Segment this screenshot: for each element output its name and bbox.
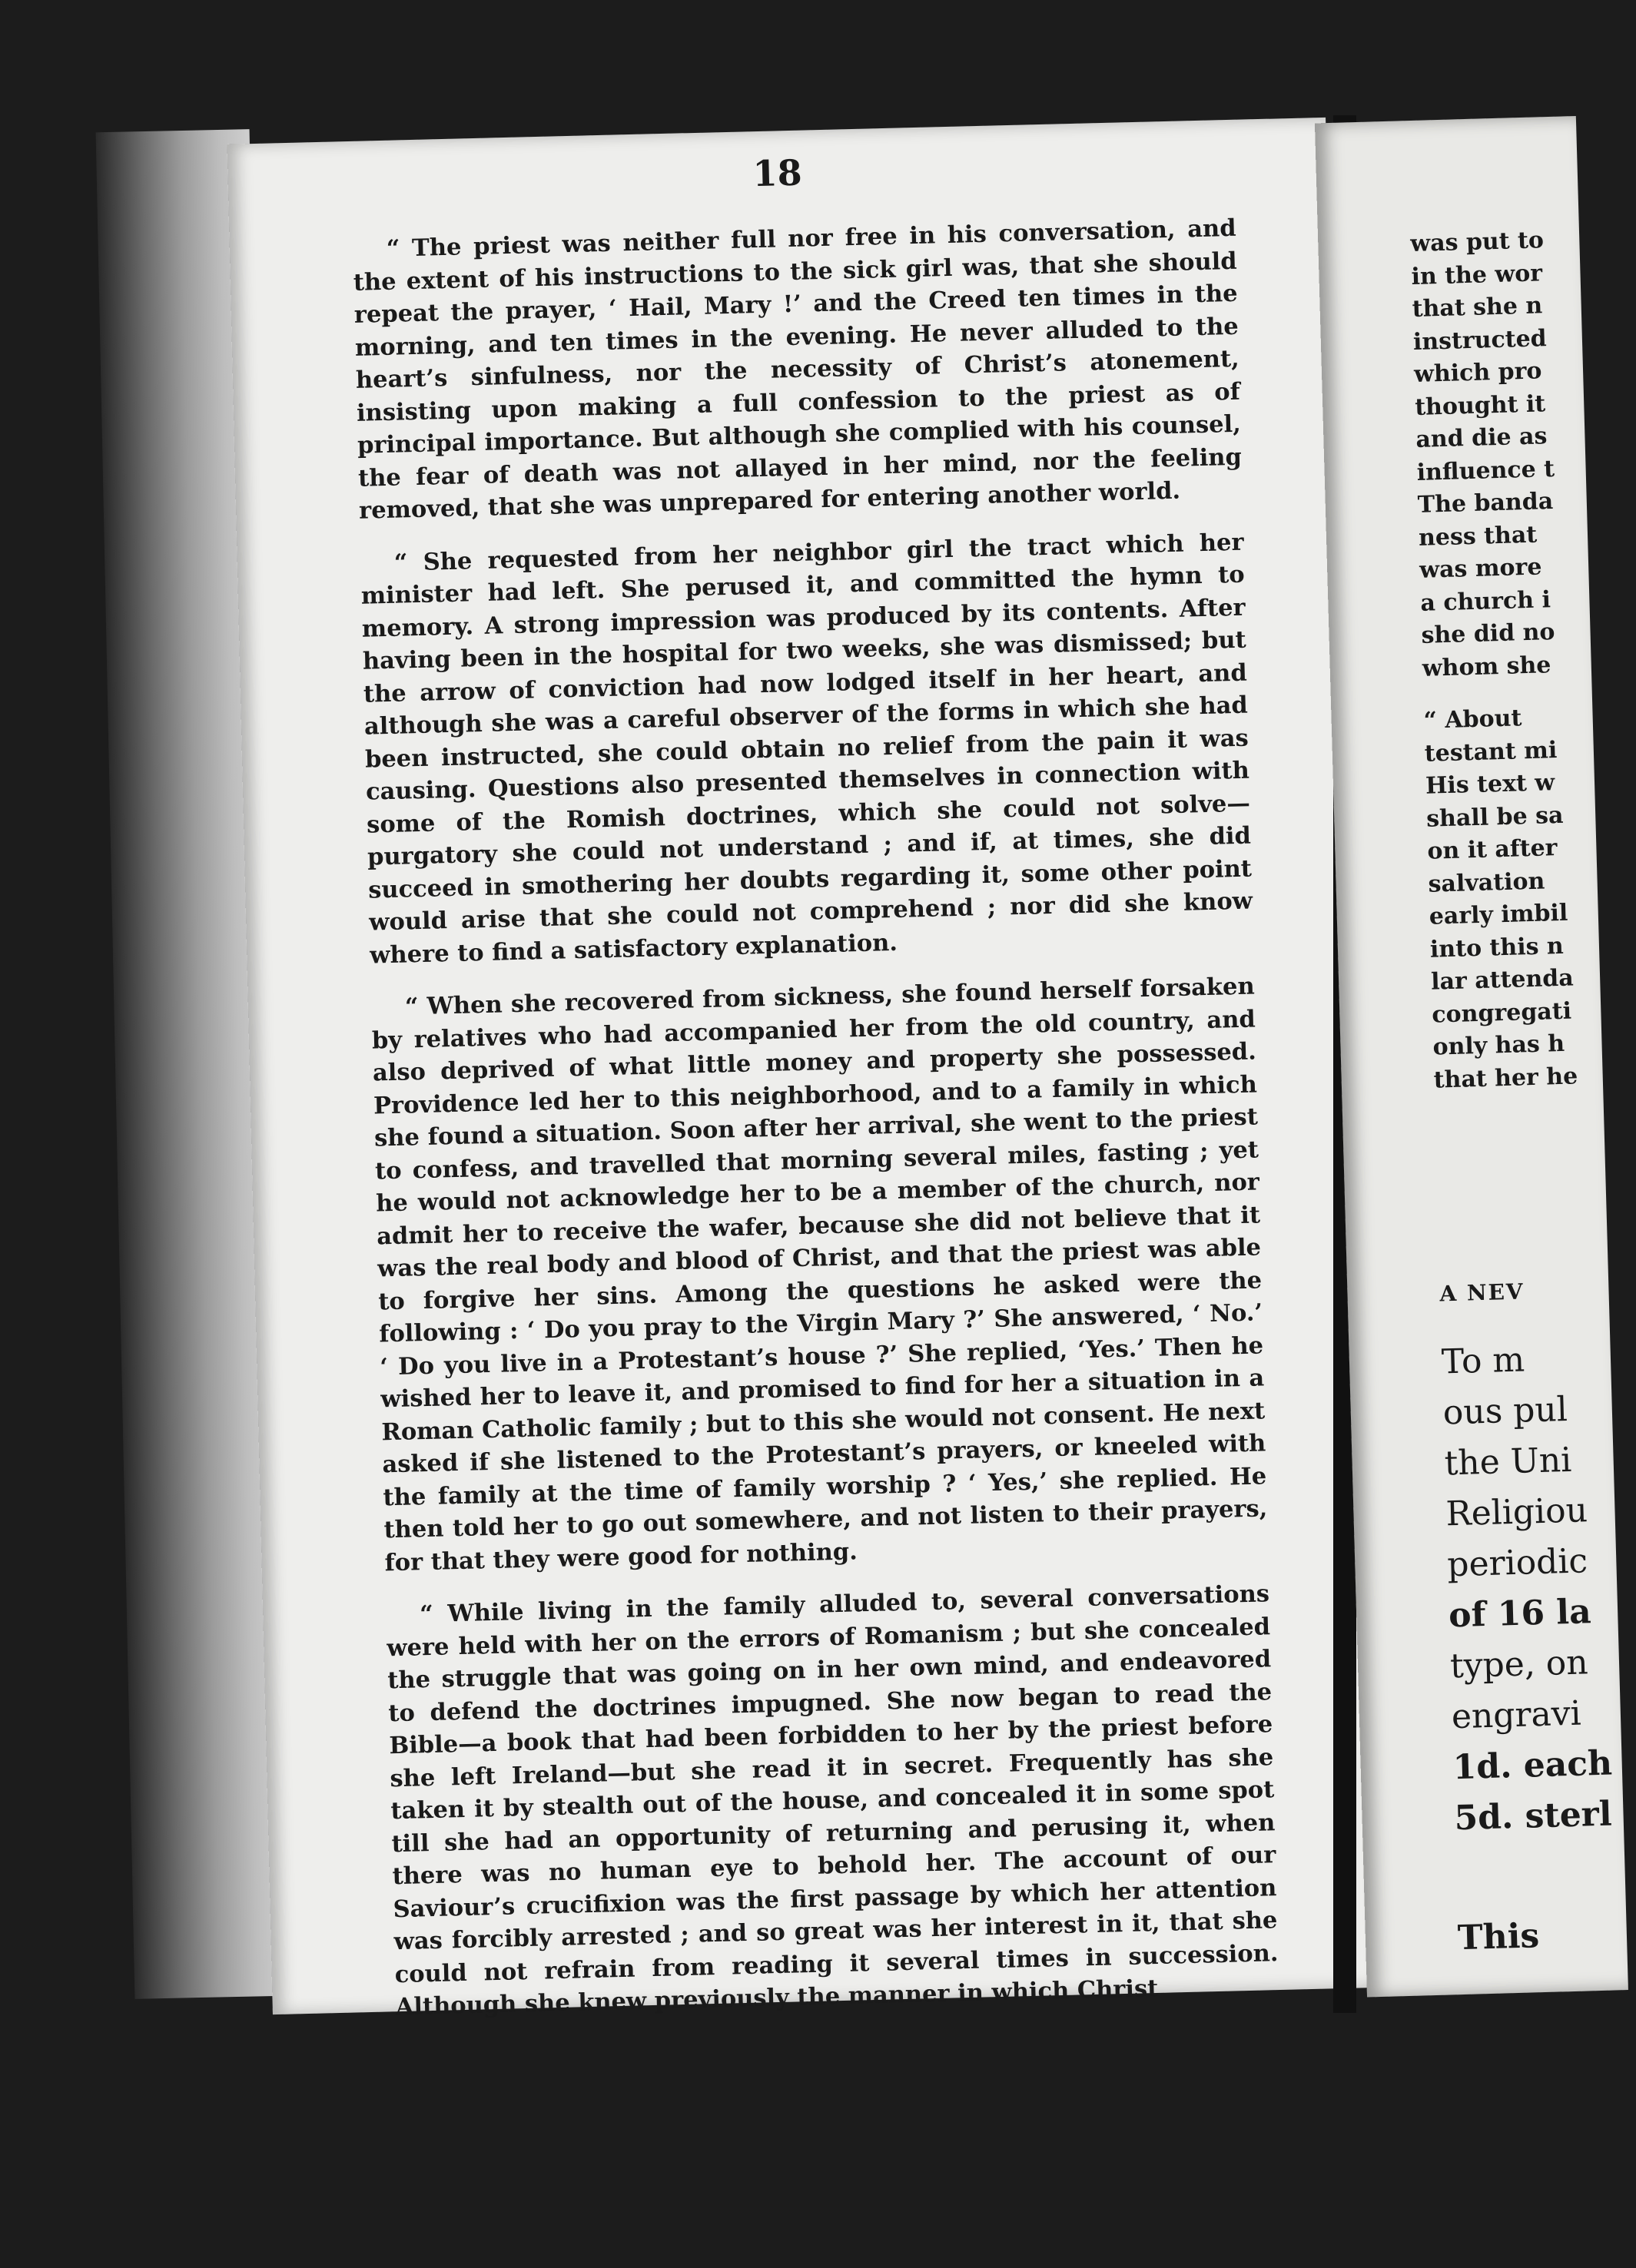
right-line: and die as	[1415, 423, 1548, 453]
left-page	[227, 118, 1371, 2021]
notice-line: engravi	[1451, 1693, 1582, 1737]
right-line: a church i	[1419, 585, 1551, 617]
right-line: shall be sa	[1425, 801, 1564, 833]
right-line: in the wor	[1411, 259, 1543, 290]
notice-block	[1441, 1332, 1631, 1844]
right-line: ness that	[1418, 521, 1538, 552]
right-line: that her he	[1433, 1062, 1578, 1094]
notice-line: 1d. each	[1452, 1743, 1613, 1788]
paragraph-4: “ While living in the family alluded to, several conversations were held with her on the errors of Romanism ; but she concealed the struggle that was going on in her own mind, and endeavored to defend the doctrines impugned. She now began to read the Bible—a book that had been forbidden to her by the priest before she left Ireland—but she read it in secret. Frequently has she taken it by stealth out of the house, and concealed it in some spot till she had an opportunity of returning and perusing it, when there was no human eye to behold her. The account of our Saviour’s crucifixion was the first passage by which her attention was forcibly arrested ; and so great was her interest in it, that she could not refrain from reading it several times in succession. Although she knew previously the manner in which Christ	[386, 1580, 1279, 2021]
notice-line: type, on	[1449, 1643, 1589, 1686]
right-line: only has h	[1432, 1030, 1565, 1061]
right-paragraph-2	[1423, 700, 1611, 1096]
right-line: thought it	[1414, 390, 1546, 421]
left-page-text	[352, 212, 1279, 2044]
right-line: instructed	[1412, 324, 1548, 356]
section-heading: A NEV	[1439, 1278, 1525, 1307]
right-page-text	[1410, 224, 1635, 1965]
notice-line: of 16 la	[1448, 1592, 1592, 1636]
right-line: “ About	[1423, 705, 1522, 734]
notice-line: 5d. sterl	[1453, 1794, 1613, 1839]
right-line: His text w	[1425, 769, 1555, 800]
right-line: influence t	[1416, 455, 1555, 486]
page-number: 18	[752, 151, 803, 195]
notice-line: the Uni	[1443, 1440, 1572, 1484]
notice-last-line: This	[1457, 1916, 1540, 1958]
paragraph-1: “ The priest was neither full nor free in his conversation, and the extent of his instructions to the sick girl was, that she should repeat the prayer, ‘ Hail, Mary !’ and the Creed ten times in the morning, and ten times in the evening. He never alluded to the heart’s sinfulness, nor the necessity of Christ’s atonement, insisting upon making a full confession to the priest as of principal importance. But although she complied with his counsel, the fear of death was not allayed in her mind, nor the feeling removed, that she was unprepared for entering another world.	[353, 214, 1243, 525]
right-line: testant mi	[1424, 736, 1558, 768]
notice-line: To m	[1441, 1340, 1525, 1382]
right-line: whom she	[1422, 651, 1551, 682]
right-line: was more	[1419, 553, 1542, 584]
right-line: on it after	[1426, 834, 1558, 865]
right-page	[1315, 116, 1628, 1998]
right-line: The banda	[1417, 488, 1554, 519]
notice-line: Religiou	[1445, 1490, 1588, 1534]
right-line: into this n	[1429, 932, 1565, 963]
right-paragraph-1	[1410, 224, 1600, 685]
right-line: congregati	[1431, 997, 1572, 1029]
notice-line: periodic	[1446, 1541, 1588, 1585]
right-line: salvation	[1428, 867, 1545, 898]
paragraph-2: “ She requested from her neighbor girl the tract which her minister had left. She perused it, and committed the hymn to memory. A strong impression was produced by its contents. After having been in the hospital for two weeks, she was dismissed; but the arrow of conviction had now lodged itself in her heart, and although she was a careful observer of the forms in which she had been instructed, she could obtain no relief from the pain it was causing. Questions also presented themselves in connection with some of the Romish doctrines, which she could not solve—purgatory she could not understand ; and if, at times, she did succeed in smothering her doubts regarding it, some other point would arise that she could not comprehend ; nor did she know where to find a satisfactory explanation.	[360, 528, 1253, 970]
paragraph-3: “ When she recovered from sickness, she found herself forsaken by relatives who had accompanied her from the old country, and also deprived of what little money and property she possessed. Providence led her to this neighborhood, and to a family in which she found a situation. Soon after her arrival, she went to the priest to confess, and travelled that morning several miles, fasting ; yet he would not acknowledge her to be a member of the church, nor admit her to receive the wafer, because she did not believe that it was the real body and blood of Christ, and that the priest was able to forgive her sins. Among the questions he asked were the following : ‘ Do you pray to the Virgin Mary ?’ She answered, ‘ No.’ ‘ Do you live in a Protestant’s house ?’ She replied, ‘Yes.’ Then he wished her to leave it, and promised to find for her a situation in a Roman Catholic family ; but to this she would not consent. He next asked if she listened to the Protestant’s prayers, or kneeled with the family at the time of family worship ? ‘ Yes,’ she replied. He then told her to go out somewhere, and not listen to their prayers, for that they were good for nothing.	[371, 972, 1268, 1577]
right-line: was put to	[1409, 227, 1545, 258]
right-line: she did no	[1421, 618, 1555, 649]
notice-line: ous pul	[1442, 1389, 1568, 1433]
right-line: that she n	[1412, 292, 1543, 323]
right-line: lar attenda	[1430, 964, 1575, 996]
right-line: early imbil	[1429, 899, 1568, 930]
right-line: which pro	[1413, 357, 1542, 388]
